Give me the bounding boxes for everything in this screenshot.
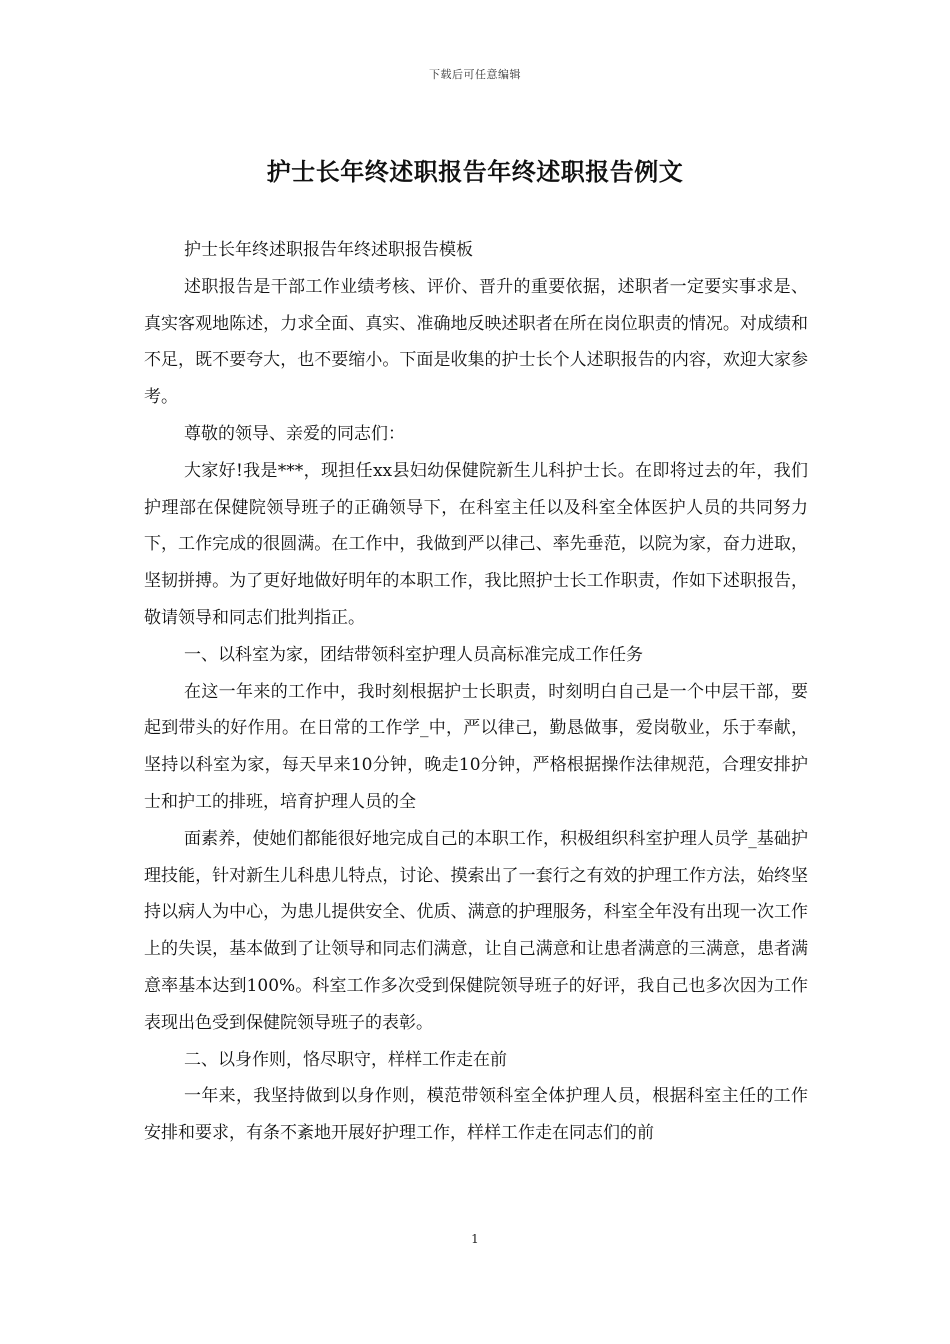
paragraph-opening: 大家好!我是***，现担任xx县妇幼保健院新生儿科护士长。在即将过去的年，我们护理部在保健院领导班子的正确领导下，在科室主任以及科室全体医护人员的共同努力下，工作完成的很圆满。在工作中，我做到严以律己、率先垂范，以院为家，奋力进取，坚韧拼搏。为了更好地做好明年的本职工作，我比照护士长工作职责，作如下述职报告，敬请领导和同志们批判指正。 (144, 460, 808, 628)
paragraph-intro: 述职报告是干部工作业绩考核、评价、晋升的重要依据，述职者一定要实事求是、真实客观地陈述，力求全面、真实、准确地反映述职者在所在岗位职责的情况。对成绩和不足，既不要夸大，也不要缩小。下面是收集的护士长个人述职报告的内容，欢迎大家参考。 (144, 276, 808, 408)
page-number: 1 (471, 1232, 479, 1246)
page-header-note: 下载后可任意编辑 (429, 68, 521, 81)
document-title: 护士长年终述职报告年终述职报告例文 (266, 157, 684, 186)
document-body (144, 232, 808, 1152)
section-heading-1: 一、以科室为家，团结带领科室护理人员高标准完成工作任务 (184, 644, 643, 665)
paragraph-subtitle: 护士长年终述职报告年终述职报告模板 (184, 240, 473, 260)
paragraph-section-1a: 在这一年来的工作中，我时刻根据护士长职责，时刻明白自己是一个中层干部，要起到带头的好作用。在日常的工作学_中，严以律己，勤恳做事，爱岗敬业，乐于奉献，坚持以科室为家，每天早来10分钟，晚走10分钟，严格根据操作法律规范，合理安排护士和护工的排班，培育护理人员的全 (144, 681, 808, 812)
paragraph-section-2a: 一年来，我坚持做到以身作则，模范带领科室全体护理人员，根据科室主任的工作安排和要求，有条不紊地开展好护理工作，样样工作走在同志们的前 (144, 1086, 808, 1144)
paragraph-section-1b: 面素养，使她们都能很好地完成自己的本职工作，积极组织科室护理人员学_基础护理技能，针对新生儿科患儿特点，讨论、摸索出了一套行之有效的护理工作方法，始终坚持以病人为中心，为患儿提供安全、优质、满意的护理服务，科室全年没有出现一次工作上的失误，基本做到了让领导和同志们满意，让自己满意和让患者满意的三满意，患者满意率基本达到100%。科室工作多次受到保健院领导班子的好评，我自己也多次因为工作表现出色受到保健院领导班子的表彰。 (144, 828, 808, 1033)
paragraph-salutation: 尊敬的领导、亲爱的同志们： (184, 423, 405, 444)
section-heading-2: 二、以身作则，恪尽职守，样样工作走在前 (184, 1049, 507, 1070)
